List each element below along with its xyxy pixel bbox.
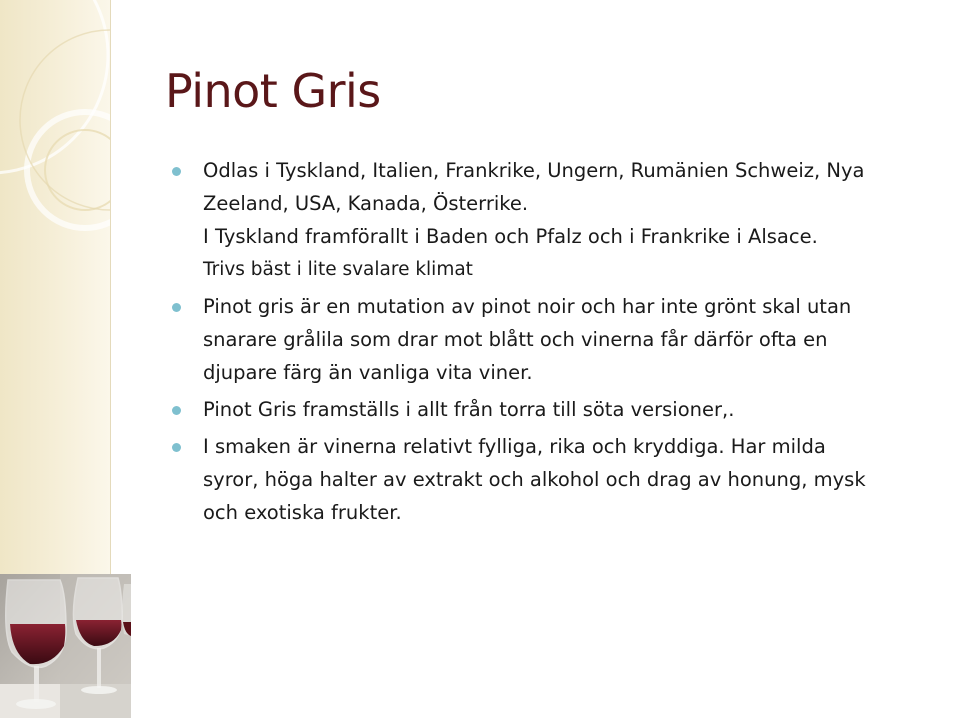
bullet-line: syror, höga halter av extrakt och alkohol och drag av honung, mysk [203, 468, 866, 491]
bullet-line: Zeeland, USA, Kanada, Österrike. [203, 192, 529, 215]
list-item [203, 430, 933, 529]
bullet-list [203, 154, 933, 533]
list-item [203, 154, 933, 286]
bullet-line: Odlas i Tyskland, Italien, Frankrike, Ungern, Rumänien Schweiz, Nya [203, 159, 865, 182]
bullet-line: djupare färg än vanliga vita viner. [203, 361, 533, 384]
decorative-side-strip [0, 0, 111, 574]
bullet-line: Trivs bäst i lite svalare klimat [203, 259, 473, 280]
bullet-line: Pinot Gris framställs i allt från torra till söta versioner,. [203, 398, 735, 421]
dot-bullet-icon [172, 443, 181, 452]
bullet-line: och exotiska frukter. [203, 501, 402, 524]
bullet-line: Pinot gris är en mutation av pinot noir och har inte grönt skal utan [203, 295, 852, 318]
bullet-line: I smaken är vinerna relativt fylliga, rika och kryddiga. Har milda [203, 435, 826, 458]
dot-bullet-icon [172, 167, 181, 176]
decorative-circles [0, 0, 110, 574]
dot-bullet-icon [172, 303, 181, 312]
list-item [203, 290, 933, 389]
bullet-line: snarare grålila som drar mot blått och vinerna får därför ofta en [203, 328, 828, 351]
bullet-line: I Tyskland framförallt i Baden och Pfalz och i Frankrike i Alsace. [203, 225, 818, 248]
list-item [203, 393, 933, 426]
dot-bullet-icon [172, 406, 181, 415]
wine-glasses-photo [0, 574, 131, 718]
slide-title: Pinot Gris [165, 64, 381, 118]
